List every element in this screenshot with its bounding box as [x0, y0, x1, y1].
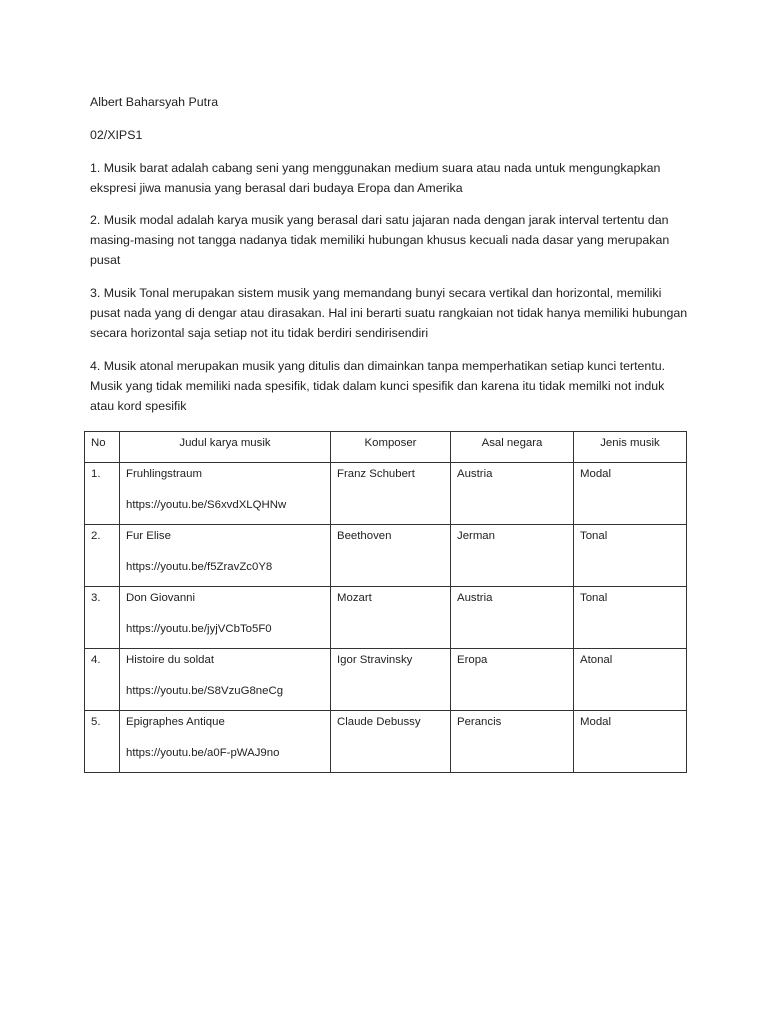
header-title: Judul karya musik [120, 432, 331, 463]
table-header-row [85, 432, 687, 463]
table-row [85, 587, 687, 649]
row-url-link[interactable]: https://youtu.be/S8VzuG8neCg [126, 685, 284, 697]
row-no: 2. [85, 525, 120, 587]
table-row [85, 711, 687, 773]
row-title: Epigraphes Antique [126, 716, 225, 728]
row-no: 4. [85, 649, 120, 711]
row-title-cell [120, 525, 331, 587]
row-title-cell [120, 649, 331, 711]
row-country: Eropa [451, 649, 574, 711]
header-composer: Komposer [331, 432, 451, 463]
row-composer: Igor Stravinsky [331, 649, 451, 711]
row-genre: Tonal [574, 525, 687, 587]
header-country: Asal negara [451, 432, 574, 463]
row-composer: Beethoven [331, 525, 451, 587]
row-composer: Franz Schubert [331, 463, 451, 525]
row-genre: Tonal [574, 587, 687, 649]
table-row [85, 525, 687, 587]
row-url-link[interactable]: https://youtu.be/a0F-pWAJ9no [126, 747, 280, 759]
row-url-link[interactable]: https://youtu.be/jyjVCbTo5F0 [126, 623, 272, 635]
row-title: Don Giovanni [126, 592, 196, 604]
paragraph-1: 1. Musik barat adalah cabang seni yang menggunakan medium suara atau nada untuk mengungkapkan ekspresi jiwa manusia yang berasal dari budaya Eropa dan Amerika [90, 161, 661, 195]
row-country: Austria [451, 463, 574, 525]
row-country: Perancis [451, 711, 574, 773]
row-title-cell [120, 463, 331, 525]
row-title-cell [120, 587, 331, 649]
author-name: Albert Baharsyah Putra [90, 95, 219, 109]
paragraph-2: 2. Musik modal adalah karya musik yang berasal dari satu jajaran nada dengan jarak interval tertentu dan masing-masing not tangga nadanya tidak memiliki hubungan khusus kecuali nada dasar yang merupakan pusat [90, 213, 670, 267]
paragraph-4: 4. Musik atonal merupakan musik yang ditulis dan dimainkan tanpa memperhatikan setiap kunci tertentu. Musik yang tidak memiliki nada spesifik, tidak dalam kunci spesifik dan karena itu tidak memilki not induk atau kord spesifik [90, 359, 666, 413]
row-country: Jerman [451, 525, 574, 587]
row-title: Fur Elise [126, 530, 171, 542]
paragraph-3: 3. Musik Tonal merupakan sistem musik yang memandang bunyi secara vertikal dan horizontal, memiliki pusat nada yang di dengar atau dirasakan. Hal ini berarti suatu rangkaian not tidak hanya memiliki hubungan secara horizontal saja setiap not itu tidak berdiri sendirisendiri [90, 286, 688, 340]
row-genre: Modal [574, 463, 687, 525]
row-url-link[interactable]: https://youtu.be/S6xvdXLQHNw [126, 499, 287, 511]
row-composer: Claude Debussy [331, 711, 451, 773]
row-title-cell [120, 711, 331, 773]
row-no: 1. [85, 463, 120, 525]
row-title: Histoire du soldat [126, 654, 215, 666]
header-no: No [85, 432, 120, 463]
row-genre: Modal [574, 711, 687, 773]
row-no: 3. [85, 587, 120, 649]
row-genre: Atonal [574, 649, 687, 711]
music-table [84, 431, 687, 773]
row-url-link[interactable]: https://youtu.be/f5ZravZc0Y8 [126, 561, 273, 573]
class-id: 02/XIPS1 [90, 128, 143, 142]
header-genre: Jenis musik [574, 432, 687, 463]
row-composer: Mozart [331, 587, 451, 649]
row-country: Austria [451, 587, 574, 649]
row-title: Fruhlingstraum [126, 468, 202, 480]
table-row [85, 649, 687, 711]
table-row [85, 463, 687, 525]
row-no: 5. [85, 711, 120, 773]
